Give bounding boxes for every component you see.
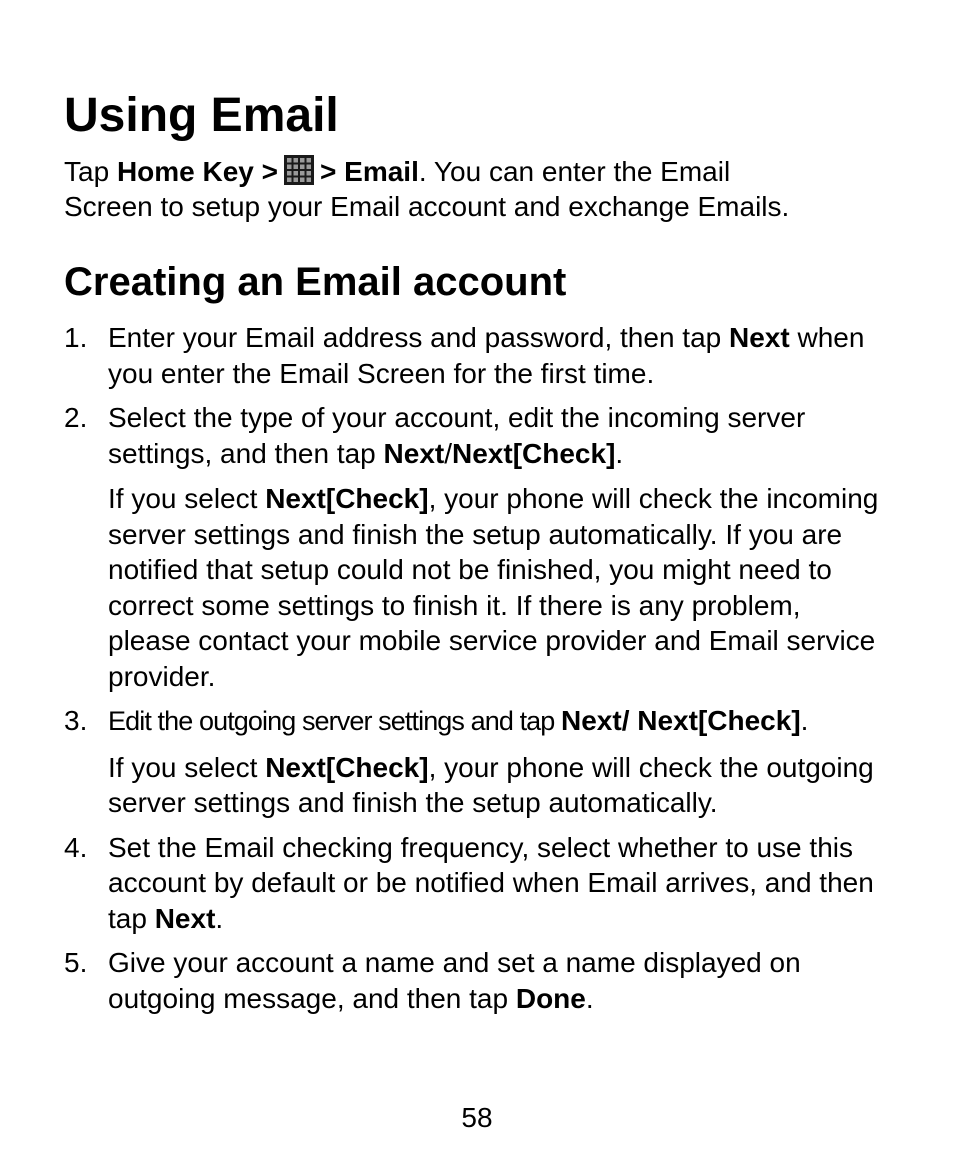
step-note [108,481,884,694]
step-number: 1. [64,322,88,353]
note-text-part: , your phone will check the incoming server settings and finish the setup automatically. If you are notified that setup could not be finished, you might need to correct some settings to finish it. If there is any problem, please contact your mobile service provider and Email service provider. [108,483,879,692]
steps-list [64,320,884,1016]
step-text [108,400,884,471]
step-number: 5. [64,947,88,978]
step-text [108,320,884,391]
list-item-step-3 [64,703,884,821]
step-text-part: Set the Email checking frequency, select whether to use this account by default or be notified when Email arrives, and then tap [108,831,874,934]
step-text-part: Enter your Email address and password, then tap [108,322,730,353]
note-text-part: If you select [108,751,266,783]
step-bold-done: Done [515,982,586,1014]
list-item-step-2 [64,400,884,694]
step-period: . [615,437,624,469]
step-text-part: Edit the outgoing server settings and tap [108,706,562,736]
step-separator: / [444,437,453,469]
step-bold-next: Next [729,322,790,353]
list-item-step-1 [64,320,884,391]
intro-home-key: Home Key > [116,156,279,187]
intro-tap-text: Tap [64,156,117,187]
step-text-part: Give your account a name and set a name displayed on outgoing message, and then tap [108,947,801,1014]
step-note [108,750,884,821]
intro-text-line2: Screen to setup your Email account and exchange Emails. [64,191,790,222]
step-text [108,945,884,1016]
intro-paragraph [64,154,884,224]
apps-grid-icon [284,155,314,185]
step-bold-next: Next [383,437,445,469]
step-period: . [215,902,224,934]
step-number: 3. [64,705,88,736]
intro-text-line1: . You can enter the Email [418,156,731,187]
step-bold-next: Next [154,902,216,934]
step-text-part: Select the type of your account, edit the incoming server settings, and then tap [108,402,806,469]
page-title: Using Email [64,89,339,142]
section-title: Creating an Email account [64,260,567,304]
step-text [108,830,884,937]
step-text-part: when you enter the Email Screen for the first time. [108,322,865,389]
note-bold-next-check: Next[Check] [265,483,429,514]
step-number: 4. [64,831,88,863]
note-bold-next-check: Next[Check] [265,751,429,783]
intro-email-link: > Email [320,156,419,187]
note-text-part: , your phone will check the outgoing server settings and finish the setup automatically. [108,751,874,818]
step-bold-next-check: Next/ Next[Check] [561,705,801,736]
note-text-part: If you select [108,483,266,514]
page-number: 58 [461,1102,493,1133]
step-text [108,703,884,740]
step-bold-next-check: Next[Check] [452,437,616,469]
step-period: . [800,705,809,736]
list-item-step-5 [64,945,884,1016]
list-item-step-4 [64,830,884,937]
step-period: . [585,982,594,1014]
step-number: 2. [64,402,88,433]
